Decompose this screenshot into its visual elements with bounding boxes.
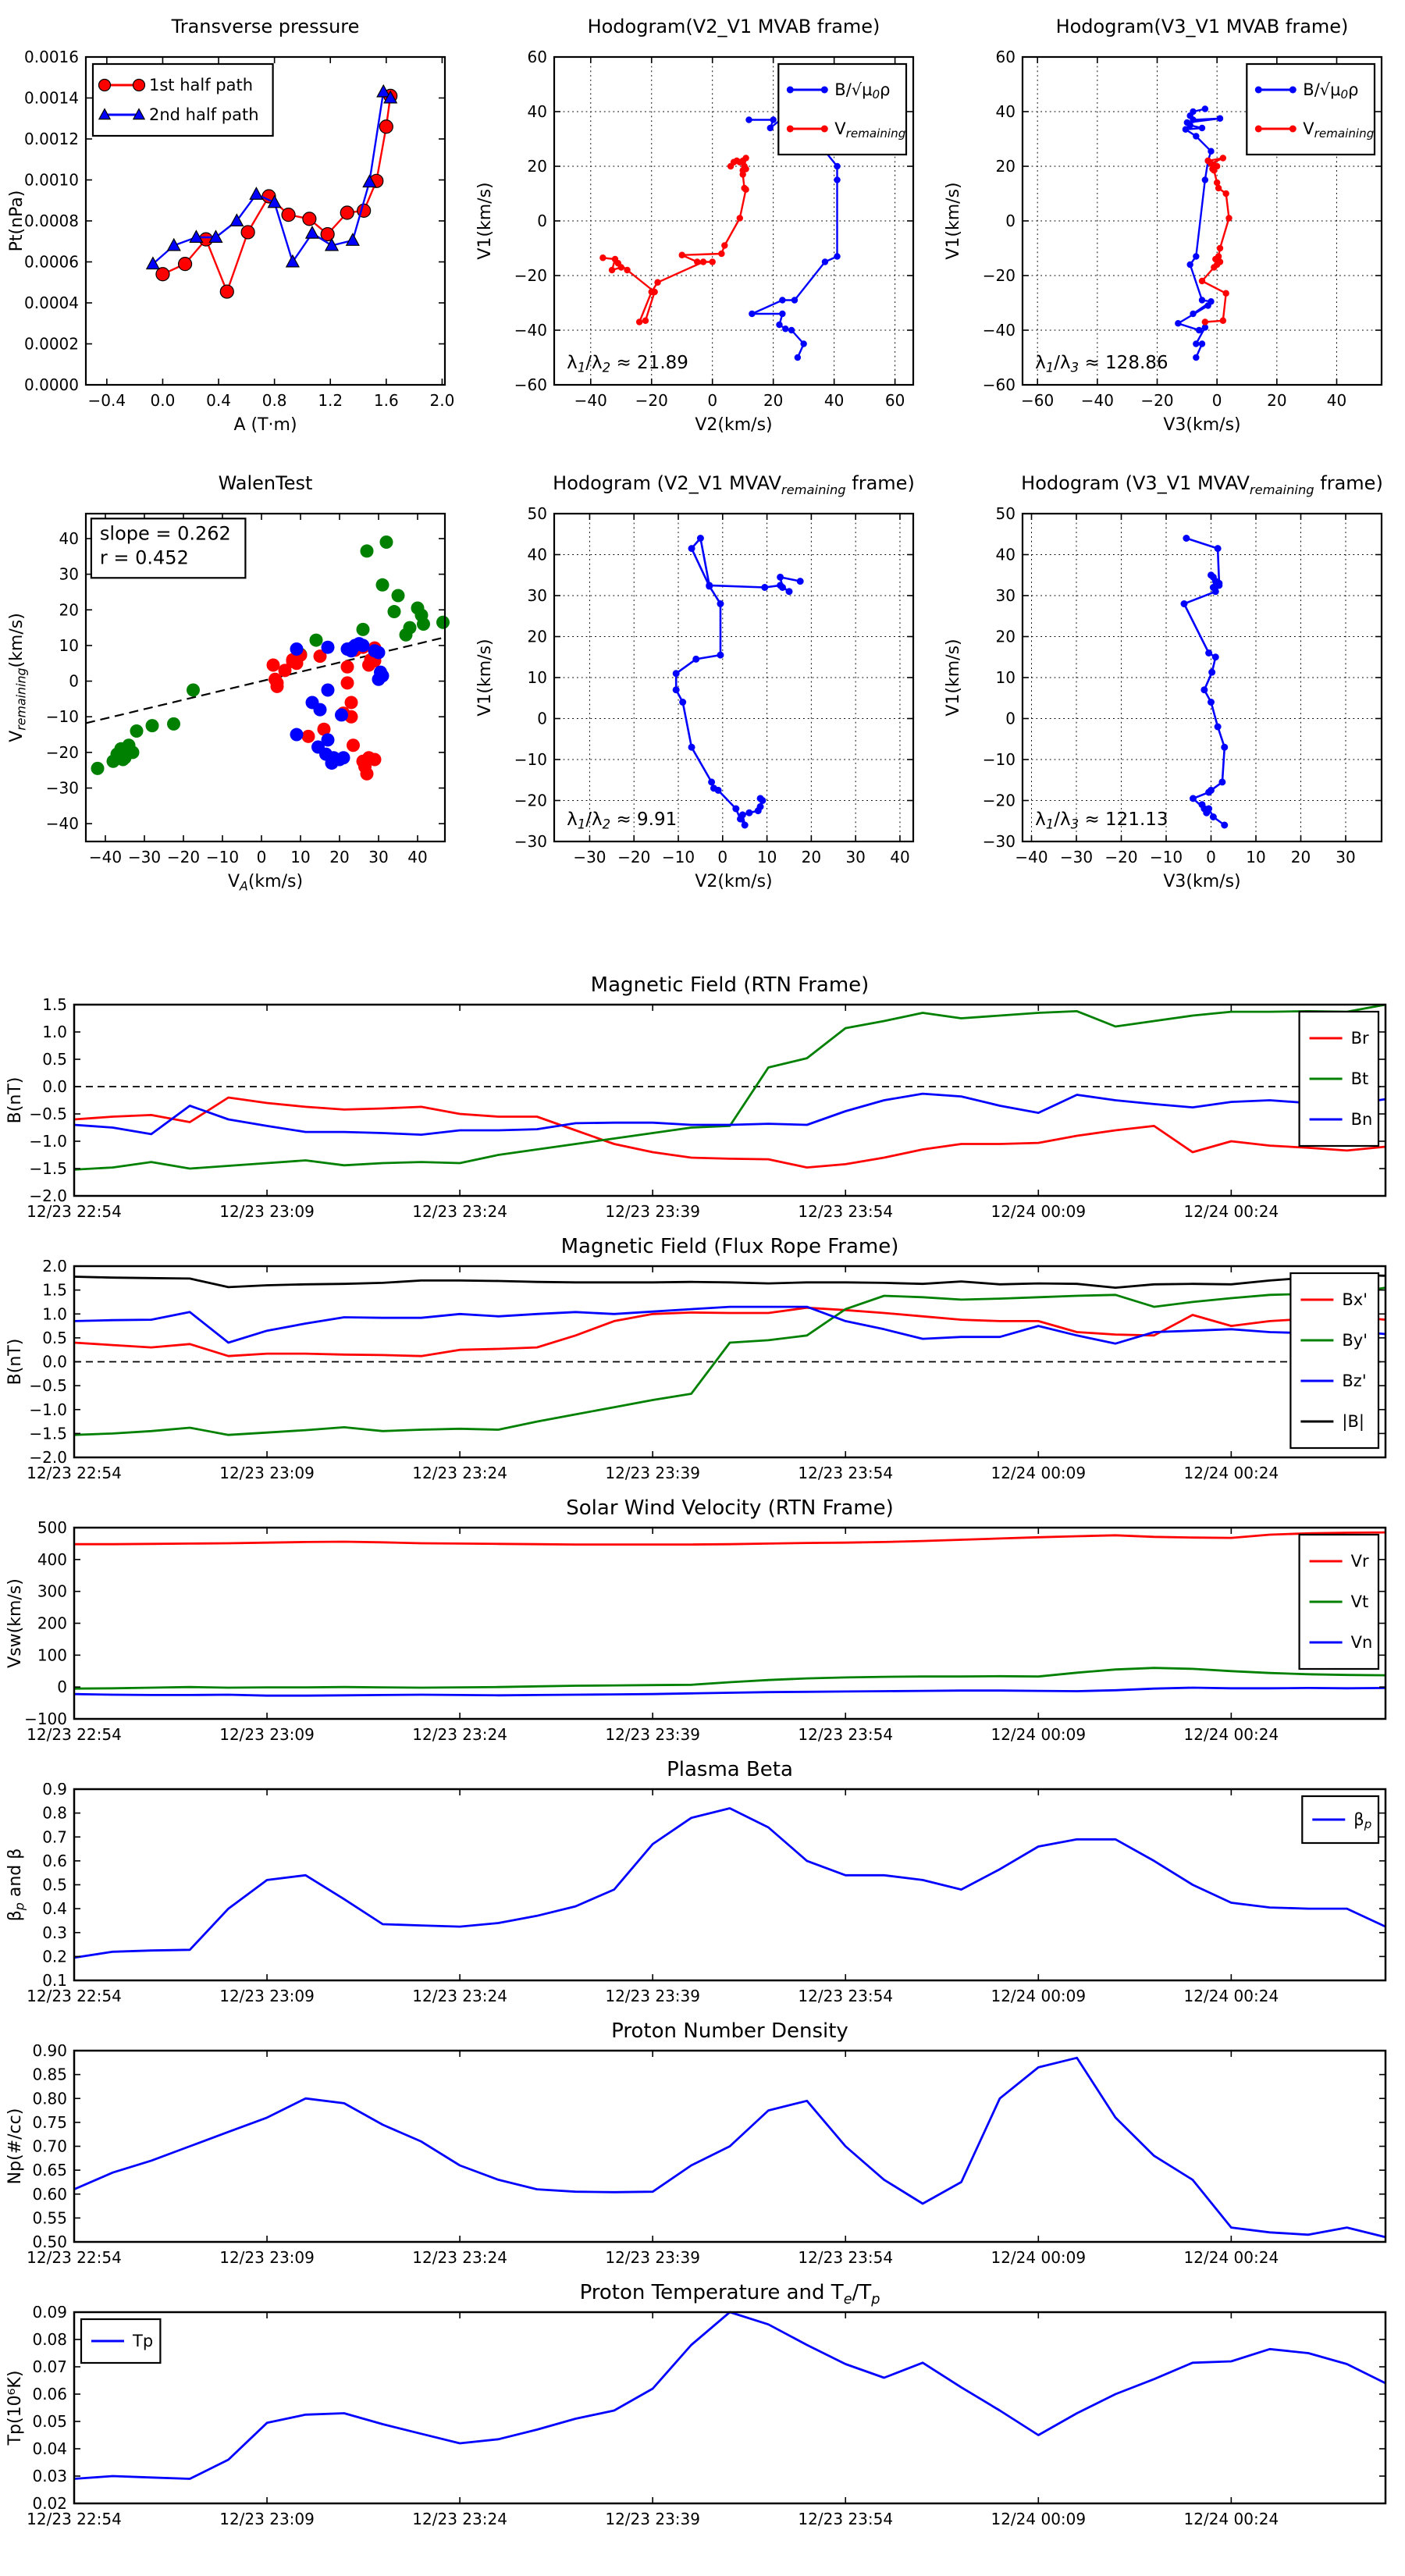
x-axis-label: V3(km/s) <box>1163 872 1241 891</box>
y-tick-label: 0.60 <box>32 2184 67 2204</box>
lambda-annotation: $\lambda_1/\lambda_3 \approx 128.86$ <box>1035 353 1168 375</box>
y-tick-label: −20 <box>982 266 1016 285</box>
y-axis-label: $\beta_p$ and β <box>5 1848 27 1922</box>
y-tick-label: 0.2 <box>42 1947 67 1966</box>
series-line <box>1178 109 1220 358</box>
legend-label: |B| <box>1342 1412 1364 1431</box>
legend-label: By' <box>1342 1331 1368 1350</box>
chart-title: Hodogram (V2_V1 $MVAV_{remaining}$ frame) <box>553 472 915 497</box>
legend-label: Bn <box>1350 1110 1373 1129</box>
chart-title: Proton Number Density <box>611 2019 848 2043</box>
y-tick-label: −20 <box>514 266 547 285</box>
y-tick-label: 1.5 <box>42 998 67 1014</box>
y-tick-label: 300 <box>37 1582 67 1601</box>
y-tick-label: 30 <box>527 586 547 605</box>
chart-title: Transverse pressure <box>171 16 360 37</box>
y-tick-label: 0.09 <box>32 2306 67 2322</box>
x-tick-label: 20 <box>763 391 784 410</box>
bfield-rtn-plot <box>0 998 1405 1233</box>
legend <box>778 64 906 155</box>
y-tick-label: 2.0 <box>42 1260 67 1276</box>
y-tick-label: 0.0000 <box>24 375 79 394</box>
y-axis-label: B(nT) <box>5 1076 25 1124</box>
y-axis-label: Vsw(km/s) <box>5 1578 25 1668</box>
chart-plasma-beta <box>0 1756 1405 2017</box>
y-axis-label: B(nT) <box>5 1338 25 1386</box>
lambda-annotation: $\lambda_1/\lambda_3 \approx 121.13$ <box>1035 809 1168 832</box>
x-tick-label: 0.8 <box>261 391 287 410</box>
y-tick-label: 0.03 <box>32 2467 67 2485</box>
legend-label: $V_{remaining}$ <box>834 119 906 141</box>
y-tick-label: 0.80 <box>32 2089 67 2108</box>
y-tick-label: −20 <box>45 742 79 762</box>
y-tick-label: −1.0 <box>29 1132 67 1151</box>
x-tick-label: 12/24 00:09 <box>991 1725 1087 1744</box>
chart-title: Proton Temperature and $T_e/T_p$ <box>579 2281 880 2308</box>
hodogram-v3v1-mvav-plot <box>941 498 1393 900</box>
x-tick-label: −10 <box>1149 848 1183 866</box>
y-axis-label: Pt(nPa) <box>7 190 27 252</box>
y-tick-label: −20 <box>982 791 1016 810</box>
x-tick-label: 12/23 23:09 <box>219 1987 315 2005</box>
chart-title: Hodogram(V2_V1 MVAB frame) <box>587 16 880 37</box>
x-tick-label: 12/23 23:39 <box>605 1202 700 1221</box>
y-tick-label: 0.0 <box>42 1352 67 1372</box>
chart-hodogram-v3v1-mvav <box>941 468 1393 900</box>
chart-bfield-fluxrope <box>0 1233 1405 1494</box>
y-tick-label: 50 <box>995 504 1016 523</box>
y-axis-label: Np(#/cc) <box>5 2108 25 2185</box>
y-tick-label: 0.0016 <box>24 48 79 66</box>
x-tick-label: 12/23 23:24 <box>412 1987 507 2005</box>
y-tick-label: 0.02 <box>32 2494 67 2513</box>
y-tick-label: −40 <box>45 814 79 834</box>
y-tick-label: 0 <box>1005 709 1016 728</box>
x-tick-label: 12/23 23:24 <box>412 1725 507 1744</box>
y-tick-label: 0.3 <box>42 1923 67 1942</box>
x-tick-label: 12/24 00:09 <box>991 2510 1087 2528</box>
chart-walen-test <box>4 468 457 900</box>
y-tick-label: 40 <box>995 102 1016 121</box>
x-tick-label: 12/23 23:09 <box>219 2510 315 2528</box>
y-tick-label: 0.0 <box>42 1077 67 1096</box>
x-tick-label: 0.0 <box>150 391 176 410</box>
x-tick-label: 20 <box>1290 848 1311 866</box>
y-tick-label: −1.5 <box>29 1159 67 1178</box>
x-tick-label: −10 <box>205 848 240 866</box>
y-tick-label: −0.5 <box>29 1376 67 1396</box>
y-tick-label: 0.85 <box>32 2065 67 2084</box>
y-tick-label: 0.06 <box>32 2385 67 2403</box>
x-tick-label: 12/23 22:54 <box>27 1464 122 1482</box>
lambda-annotation: $\lambda_1/\lambda_2 \approx 9.91$ <box>567 809 678 832</box>
x-axis-label: V2(km/s) <box>695 415 773 435</box>
y-tick-label: −2.0 <box>29 1448 67 1467</box>
y-tick-label: 30 <box>59 564 79 584</box>
x-tick-label: 12/23 23:54 <box>798 2510 894 2528</box>
legend-label: Vt <box>1350 1592 1369 1611</box>
transverse-pressure-plot <box>4 41 457 443</box>
y-tick-label: −10 <box>45 707 79 727</box>
y-tick-label: 30 <box>995 586 1016 605</box>
x-tick-label: 12/24 00:09 <box>991 2248 1087 2267</box>
y-tick-label: 0 <box>57 1678 67 1697</box>
y-axis-label: V1(km/s) <box>944 639 963 717</box>
x-tick-label: 30 <box>368 848 389 866</box>
legend-label: Bx' <box>1342 1290 1368 1309</box>
series-line <box>74 1688 1385 1695</box>
x-tick-label: 12/23 23:09 <box>219 2248 315 2267</box>
proton-temperature-plot <box>0 2306 1405 2540</box>
y-axis-label: $V_{remaining}(km/s)$ <box>7 613 29 742</box>
x-tick-label: 60 <box>884 391 905 410</box>
y-tick-label: 60 <box>527 48 547 66</box>
y-tick-label: 0.70 <box>32 2137 67 2156</box>
y-tick-label: 10 <box>995 668 1016 687</box>
y-tick-label: 10 <box>527 668 547 687</box>
legend <box>81 2319 160 2363</box>
hodogram-v2v1-mvab-plot <box>472 41 925 443</box>
y-tick-label: 0.1 <box>42 1971 67 1990</box>
legend-label: $B/√\mu_0\rho$ <box>834 80 891 102</box>
x-tick-label: −20 <box>617 848 651 866</box>
y-tick-label: 0.0010 <box>24 170 79 190</box>
x-tick-label: 12/23 23:39 <box>605 2248 700 2267</box>
x-tick-label: 2.0 <box>429 391 455 410</box>
y-tick-label: 0.65 <box>32 2161 67 2180</box>
legend-label: Bt <box>1350 1069 1369 1088</box>
y-tick-label: 500 <box>37 1521 67 1537</box>
proton-density-plot <box>0 2044 1405 2279</box>
y-tick-label: 0.5 <box>42 1328 67 1347</box>
y-tick-label: 10 <box>59 635 79 655</box>
plot-border <box>554 514 913 841</box>
chart-title: Plasma Beta <box>667 1758 793 1781</box>
x-tick-label: −40 <box>88 848 123 866</box>
x-tick-label: 12/24 00:24 <box>1183 2248 1279 2267</box>
svg-text:r = 0.452: r = 0.452 <box>99 546 189 569</box>
legend-label: Bz' <box>1342 1372 1367 1390</box>
y-tick-label: −2.0 <box>29 1187 67 1205</box>
x-tick-label: 0.4 <box>206 391 231 410</box>
legend <box>1247 64 1375 155</box>
legend-label: Br <box>1350 1029 1369 1048</box>
plot-border <box>74 1528 1385 1719</box>
series-line <box>74 2312 1385 2479</box>
series-line <box>74 1094 1385 1135</box>
x-tick-label: −10 <box>661 848 695 866</box>
x-tick-label: 12/23 22:54 <box>27 2510 122 2528</box>
x-tick-label: −20 <box>166 848 201 866</box>
x-tick-label: 12/23 23:39 <box>605 1464 700 1482</box>
series-line <box>74 1809 1385 1958</box>
chart-vsw-rtn <box>0 1495 1405 1756</box>
x-tick-label: 12/23 23:39 <box>605 2510 700 2528</box>
y-tick-label: 0.0002 <box>24 334 79 354</box>
y-tick-label: 0.7 <box>42 1827 67 1847</box>
y-tick-label: −60 <box>514 375 547 394</box>
y-tick-label: 40 <box>527 545 547 564</box>
chart-title: Hodogram(V3_V1 MVAB frame) <box>1055 16 1349 37</box>
x-tick-label: 0 <box>707 391 718 410</box>
y-tick-label: 0 <box>537 709 547 728</box>
y-tick-label: −60 <box>982 375 1016 394</box>
y-axis-label: V1(km/s) <box>475 639 495 717</box>
x-tick-label: 1.2 <box>318 391 343 410</box>
y-tick-label: 0.8 <box>42 1803 67 1823</box>
x-tick-label: 30 <box>1336 848 1356 866</box>
x-tick-label: 12/24 00:24 <box>1183 2510 1279 2528</box>
x-tick-label: 12/23 23:24 <box>412 1202 507 1221</box>
x-tick-label: 12/24 00:24 <box>1183 1987 1279 2005</box>
chart-title: Magnetic Field (RTN Frame) <box>590 973 870 997</box>
plot-border <box>74 2312 1385 2503</box>
x-tick-label: 12/23 23:24 <box>412 1464 507 1482</box>
x-tick-label: 12/23 23:39 <box>605 1725 700 1744</box>
legend-label: Vn <box>1350 1633 1373 1652</box>
x-tick-label: −20 <box>1104 848 1138 866</box>
x-tick-label: 12/23 23:54 <box>798 1725 894 1744</box>
x-tick-label: 0 <box>1211 391 1222 410</box>
y-tick-label: 400 <box>37 1550 67 1569</box>
y-tick-label: −10 <box>514 750 547 769</box>
x-axis-label: $V_A(km/s)$ <box>227 872 304 894</box>
y-tick-label: 1.0 <box>42 1304 67 1324</box>
x-tick-label: 12/24 00:24 <box>1183 1202 1279 1221</box>
legend-label: $\beta_p$ <box>1353 1810 1372 1832</box>
y-tick-label: 20 <box>59 600 79 620</box>
y-tick-label: 1.0 <box>42 1023 67 1041</box>
x-tick-label: 12/24 00:09 <box>991 1202 1087 1221</box>
legend <box>93 64 273 136</box>
x-tick-label: −20 <box>1140 391 1174 410</box>
lambda-annotation: $\lambda_1/\lambda_2 \approx 21.89$ <box>567 353 688 375</box>
x-tick-label: 40 <box>407 848 428 866</box>
y-tick-label: 0 <box>69 671 79 691</box>
legend-label: $B/√\mu_0\rho$ <box>1303 80 1359 102</box>
legend <box>1302 1796 1378 1843</box>
y-tick-label: 0.04 <box>32 2439 67 2458</box>
x-tick-label: −40 <box>574 391 607 410</box>
y-tick-label: 0.05 <box>32 2412 67 2431</box>
chart-title: Magnetic Field (Flux Rope Frame) <box>560 1235 899 1258</box>
y-tick-label: 0.55 <box>32 2208 67 2228</box>
vsw-rtn-plot <box>0 1521 1405 1756</box>
y-tick-label: −100 <box>24 1710 67 1728</box>
x-tick-label: 12/24 00:24 <box>1183 1725 1279 1744</box>
chart-hodogram-v2v1-mvab <box>472 12 925 443</box>
chart-proton-density <box>0 2018 1405 2279</box>
legend <box>1300 1535 1378 1669</box>
y-tick-label: 50 <box>527 504 547 523</box>
x-tick-label: 10 <box>756 848 777 866</box>
series-line <box>74 2058 1385 2237</box>
chart-title: Hodogram (V3_V1 $MVAV_{remaining}$ frame) <box>1021 472 1383 497</box>
y-tick-label: 0 <box>1005 212 1016 230</box>
x-tick-label: −40 <box>1015 848 1048 866</box>
x-tick-label: 10 <box>1246 848 1266 866</box>
y-tick-label: 20 <box>527 627 547 646</box>
legend-label: 1st half path <box>149 76 254 94</box>
x-tick-label: 40 <box>890 848 910 866</box>
x-tick-label: 12/23 23:24 <box>412 2510 507 2528</box>
y-tick-label: 40 <box>59 528 79 548</box>
series-markers <box>1181 535 1229 829</box>
y-tick-label: 0.0014 <box>24 88 79 108</box>
series-line <box>74 1668 1385 1689</box>
x-tick-label: −0.4 <box>87 391 126 410</box>
x-tick-label: 20 <box>801 848 822 866</box>
x-tick-label: 12/23 22:54 <box>27 1202 122 1221</box>
x-tick-label: 1.6 <box>373 391 399 410</box>
y-axis-label: Tp(10⁶K) <box>5 2370 25 2446</box>
y-tick-label: −30 <box>982 832 1016 851</box>
x-tick-label: −30 <box>1059 848 1094 866</box>
y-tick-label: −40 <box>982 321 1016 340</box>
legend <box>1290 1273 1378 1448</box>
x-tick-label: 12/23 23:09 <box>219 1202 315 1221</box>
x-axis-label: V3(km/s) <box>1163 415 1241 435</box>
hodogram-v3v1-mvab-plot <box>941 41 1393 443</box>
x-tick-label: 12/23 23:09 <box>219 1464 315 1482</box>
y-tick-label: 0.75 <box>32 2112 67 2132</box>
y-tick-label: 0.07 <box>32 2357 67 2376</box>
y-tick-label: −20 <box>514 791 547 810</box>
y-axis-label: V1(km/s) <box>475 182 495 260</box>
x-tick-label: 12/23 23:54 <box>798 1987 894 2005</box>
hodogram-v2v1-mvav-plot <box>472 498 925 900</box>
svg-text:slope = 0.262: slope = 0.262 <box>99 522 231 545</box>
plot-border <box>74 1005 1385 1196</box>
y-tick-label: 0.5 <box>42 1875 67 1895</box>
y-tick-label: 0.0008 <box>24 212 79 230</box>
y-tick-label: −10 <box>982 750 1016 769</box>
x-tick-label: −30 <box>573 848 606 866</box>
x-tick-label: 12/23 23:09 <box>219 1725 315 1744</box>
x-tick-label: 20 <box>329 848 350 866</box>
legend-label: Vr <box>1350 1552 1369 1571</box>
plasma-beta-plot <box>0 1783 1405 2017</box>
chart-transverse-pressure <box>4 12 457 443</box>
y-tick-label: 200 <box>37 1614 67 1633</box>
x-tick-label: 0 <box>256 848 267 866</box>
x-tick-label: 12/23 22:54 <box>27 2248 122 2267</box>
y-tick-label: 0.50 <box>32 2233 67 2251</box>
legend-label: $V_{remaining}$ <box>1303 119 1375 141</box>
y-tick-label: 20 <box>995 157 1016 176</box>
x-tick-label: 12/23 23:39 <box>605 1987 700 2005</box>
y-tick-label: 0.90 <box>32 2044 67 2060</box>
chart-proton-temperature <box>0 2279 1405 2540</box>
x-tick-label: 12/23 23:54 <box>798 2248 894 2267</box>
x-axis-label: A (T·m) <box>233 415 297 435</box>
y-tick-label: 0.0004 <box>24 294 79 312</box>
x-tick-label: −30 <box>127 848 162 866</box>
y-tick-label: 0.0012 <box>24 130 79 148</box>
x-axis-label: V2(km/s) <box>695 872 773 891</box>
y-tick-label: 0.6 <box>42 1851 67 1870</box>
y-tick-label: 0.4 <box>42 1899 67 1919</box>
x-tick-label: 12/24 00:24 <box>1183 1464 1279 1482</box>
x-tick-label: −40 <box>1080 391 1114 410</box>
series-line <box>676 539 800 826</box>
walen-test-plot <box>4 498 457 900</box>
series-line <box>74 1532 1385 1545</box>
x-tick-label: 0 <box>1206 848 1216 866</box>
legend-label: Tp <box>133 2332 154 2350</box>
y-tick-label: 0.0006 <box>24 252 79 272</box>
annotation-box <box>91 518 246 578</box>
x-tick-label: 40 <box>823 391 845 410</box>
x-tick-label: 20 <box>1267 391 1287 410</box>
y-tick-label: 0 <box>537 212 547 230</box>
x-tick-label: 12/23 23:24 <box>412 2248 507 2267</box>
y-tick-label: 40 <box>527 102 547 121</box>
y-tick-label: 100 <box>37 1646 67 1665</box>
y-tick-label: 0.08 <box>32 2330 67 2349</box>
chart-bfield-rtn <box>0 972 1405 1233</box>
y-tick-label: 20 <box>995 627 1016 646</box>
series-line <box>603 158 745 322</box>
chart-title: WalenTest <box>218 472 313 494</box>
y-tick-label: −0.5 <box>29 1105 67 1123</box>
x-tick-label: 12/23 23:54 <box>798 1202 894 1221</box>
y-tick-label: 40 <box>995 545 1016 564</box>
chart-hodogram-v2v1-mvav <box>472 468 925 900</box>
x-tick-label: 12/24 00:09 <box>991 1987 1087 2005</box>
y-axis-label: V1(km/s) <box>944 182 963 260</box>
legend <box>1300 1012 1378 1146</box>
series-line <box>86 637 445 723</box>
y-tick-label: −1.0 <box>29 1400 67 1419</box>
x-tick-label: 12/23 22:54 <box>27 1725 122 1744</box>
y-tick-label: 60 <box>995 48 1016 66</box>
x-tick-label: 40 <box>1326 391 1347 410</box>
bfield-fluxrope-plot <box>0 1260 1405 1494</box>
x-tick-label: 30 <box>845 848 866 866</box>
chart-title: Solar Wind Velocity (RTN Frame) <box>566 1496 894 1520</box>
y-tick-label: −1.5 <box>29 1424 67 1443</box>
legend-label: 2nd half path <box>149 105 259 124</box>
y-tick-label: 1.5 <box>42 1280 67 1300</box>
x-tick-label: −20 <box>635 391 668 410</box>
plot-border <box>74 1789 1385 1980</box>
x-tick-label: 0 <box>717 848 728 866</box>
series-line <box>74 1275 1385 1288</box>
x-tick-label: 12/23 22:54 <box>27 1987 122 2005</box>
y-tick-label: 0.9 <box>42 1783 67 1799</box>
x-tick-label: 12/24 00:09 <box>991 1464 1087 1482</box>
y-tick-label: 20 <box>527 157 547 176</box>
y-tick-label: −30 <box>514 832 547 851</box>
y-tick-label: −40 <box>514 321 547 340</box>
x-tick-label: −60 <box>1021 391 1055 410</box>
x-tick-label: 10 <box>290 848 311 866</box>
chart-hodogram-v3v1-mvab <box>941 12 1393 443</box>
y-tick-label: −30 <box>45 778 79 798</box>
x-tick-label: 12/23 23:54 <box>798 1464 894 1482</box>
y-tick-label: 0.5 <box>42 1050 67 1069</box>
